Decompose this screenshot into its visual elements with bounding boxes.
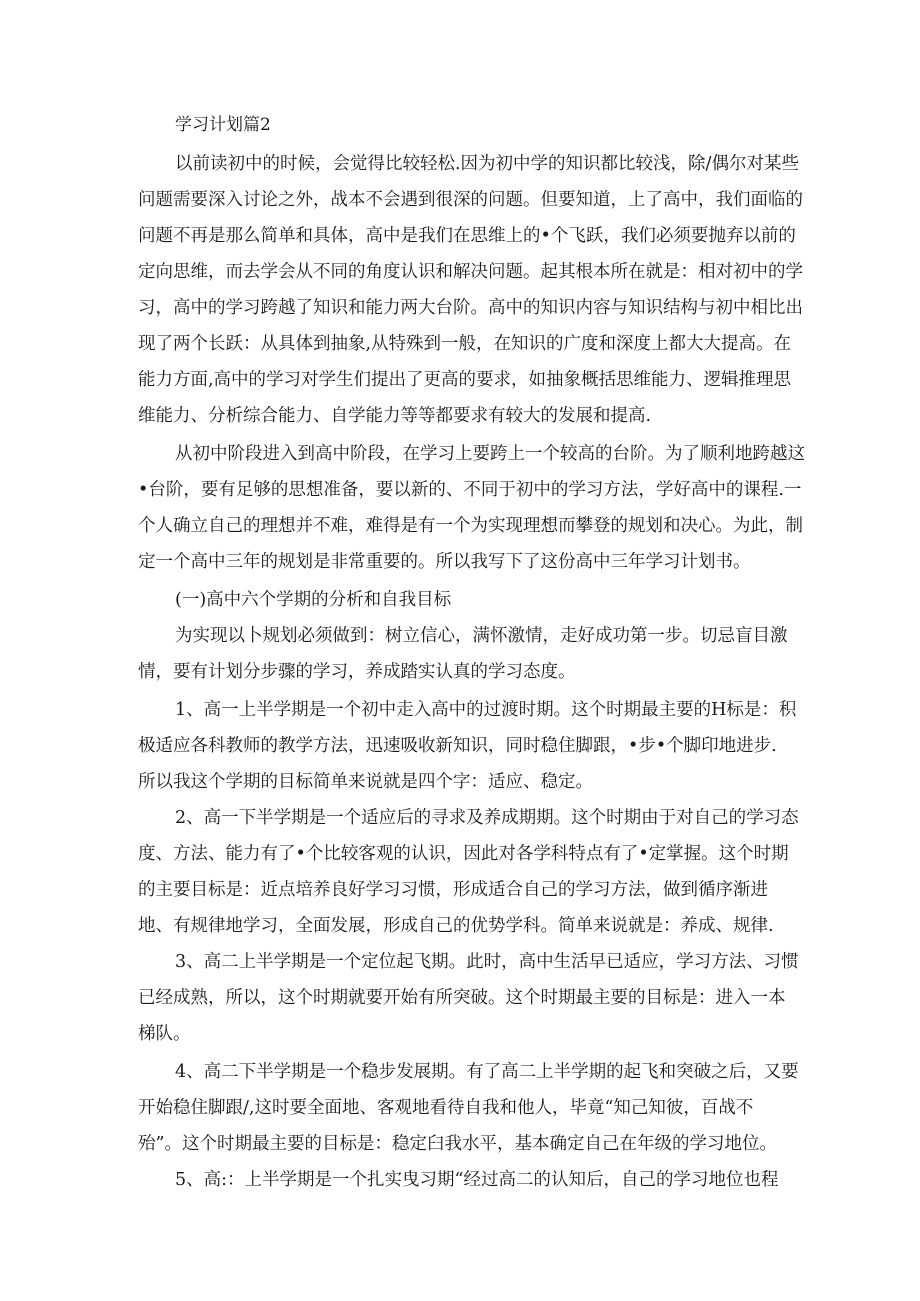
paragraph-line: 习，高中的学习跨越了知识和能力两大台阶。高中的知识内容与知识结构与初中相比出 [138, 298, 803, 318]
paragraph-line: 个人确立自己的理想并不难，难得是有一个为实现理想而攀登的规划和决心。为此，制 [138, 516, 803, 536]
paragraph-line: 已经成熟，所以，这个时期就要开始有所突破。这个时期最主要的目标是：进入一本 [138, 988, 786, 1008]
paragraph-line: 问题需要深入讨论之外，战本不会遇到很深的问题。但要知道，上了高中，我们面临的 [138, 190, 803, 210]
paragraph-line: 定一个高中三年的规划是非常重要的。所以我写下了这份高中三年学习计划书。 [138, 552, 751, 572]
paragraph-line: 所以我这个学期的目标简单来说就是四个字：适应、稳定。 [138, 772, 593, 792]
paragraph-line: 现了两个长跃：从具体到抽象,从特殊到一般，在知识的广度和深度上都大大提高。在 [138, 334, 792, 354]
paragraph-line: 殆”。这个时期最主要的目标是：稳定臼我水平，基本确定自己在年级的学习地位。 [138, 1134, 777, 1154]
paragraph-line: 情，要有计划分步骤的学习，养成踏实认真的学习态度。 [138, 662, 576, 682]
paragraph-line: 1、高一上半学期是一个初中走入高中的过渡时期。这个时期最主要的H标是：积 [175, 700, 797, 720]
paragraph-line: •台阶，要有足够的思想准备，要以新的、不同于初中的学习方法，学好高中的课程.一 [138, 480, 802, 500]
document-title: 学习计划篇2 [175, 115, 271, 135]
paragraph-line: 3、高二上半学期是一个定位起飞期。此时，高中生活早已适应，学习方法、习惯 [175, 952, 799, 972]
section-heading: (一)高中六个学期的分析和自我目标 [175, 590, 452, 610]
paragraph-line: 维能力、分析综合能力、自学能力等等都要求有较大的发展和提高. [138, 406, 652, 426]
paragraph-line: 梯队。 [138, 1024, 191, 1044]
paragraph-line: 从初中阶段进入到高中阶段，在学习上要跨上一个较高的台阶。为了顺利地跨越这 [175, 444, 805, 464]
paragraph-line: 开始稳住脚跟/,这时要全面地、客观地看待自我和他人，毕竟“知己知彼，百战不 [138, 1098, 754, 1118]
paragraph-line: 问题不再是那么简单和具体，高中是我们在思维上的•个飞跃，我们必须要抛弃以前的 [138, 226, 796, 246]
paragraph-line: 地、有规律地学习，全面发展，形成自己的优势学科。简单来说就是：养成、规律. [138, 916, 774, 936]
paragraph-line: 度、方法、能力有了•个比较客观的认识，因此对各学科特点有了•定掌握。这个时期 [138, 844, 789, 864]
paragraph-line: 的主要目标是：近点培养良好学习习惯，形成适合自己的学习方法，做到循序渐进 [138, 880, 768, 900]
paragraph-line: 定向思维，而去学会从不同的角度认识和解决问题。起其根本所在就是：相对初中的学 [138, 262, 803, 282]
paragraph-line: 能力方面,高中的学习对学生们提出了更高的要求，如抽象概括思维能力、逻辑推理思 [138, 370, 792, 390]
paragraph-line: 2、高一下半学期是一个适应后的寻求及养成期期。这个时期由于对自己的学习态 [175, 808, 799, 828]
paragraph-line: 为实现以卜规划必须做到：树立信心，满怀激情，走好成功第一步。切忌盲目激 [175, 626, 788, 646]
paragraph-line: 以前读初中的时候，会觉得比较轻松.因为初中学的知识都比较浅，除/偶尔对某些 [175, 154, 799, 174]
paragraph-line: 5、高:：上半学期是一个扎实曳习期“经过高二的认知后，自己的学习地位也程 [175, 1170, 779, 1190]
paragraph-line: 极适应各科教师的教学方法，迅速吸收新知识，同时稳住脚跟，•步•个脚印地进步. [138, 736, 777, 756]
paragraph-line: 4、高二下半学期是一个稳步发展期。有了高二上半学期的起飞和突破之后，又要 [175, 1062, 799, 1082]
